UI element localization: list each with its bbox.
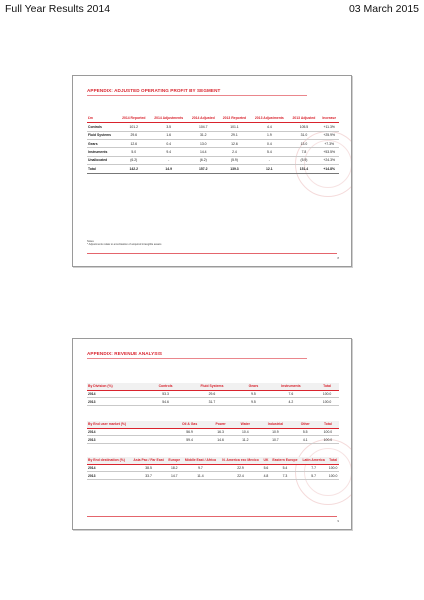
table-cell: 101.2: [118, 123, 149, 131]
table-cell: Gears: [87, 139, 118, 147]
table-cell: 2014: [87, 428, 171, 436]
table-cell: 14.4: [188, 148, 219, 156]
table-cell: +53.5%: [319, 148, 339, 156]
table-cell: 100.0: [317, 428, 339, 436]
footer-divider: [87, 516, 337, 517]
table-cell: 9.7: [182, 464, 219, 472]
document-date: 03 March 2015: [348, 3, 419, 15]
table-cell: 100.0: [328, 465, 338, 470]
column-header: 2014 Adjusted: [188, 116, 219, 123]
page-number: 8: [337, 256, 339, 260]
table-cell: 101.1: [219, 123, 250, 131]
table-cell: 16.3: [208, 428, 234, 436]
table-cell: 2013: [87, 472, 130, 480]
table-cell: 12.6: [118, 139, 149, 147]
column-header: Total: [315, 383, 339, 390]
table-cell: 151.4: [289, 165, 320, 173]
table-cell: (6.2): [118, 156, 149, 164]
table-cell: 2.4: [219, 148, 250, 156]
column-header: Controls: [147, 383, 183, 390]
footer-divider: [87, 253, 337, 254]
table-cell: 5.4: [250, 148, 288, 156]
table-cell: 31.2: [188, 131, 219, 139]
table-cell: +11.3%: [319, 123, 339, 131]
table-cell: 4.1: [294, 436, 317, 444]
table-cell: 14.6: [208, 436, 234, 444]
column-header: By End user market (%): [87, 421, 171, 428]
slide-title: APPENDIX: REVENUE ANALYSIS: [87, 351, 163, 356]
table-cell: 2014: [87, 390, 147, 398]
table-cell: 29.1: [219, 131, 250, 139]
column-header: 2014 Reported: [118, 116, 149, 123]
table-row: [87, 156, 339, 164]
table-cell: 0.4: [250, 139, 288, 147]
table-cell: 3.5: [150, 123, 188, 131]
table-cell: Instruments: [87, 148, 118, 156]
table-cell: +14.8%: [319, 165, 339, 173]
column-header: Middle East / Africa: [182, 457, 219, 464]
table-cell: +7.3%: [319, 139, 339, 147]
table-cell: 10.7: [257, 436, 293, 444]
table-cell: 9.5: [240, 398, 266, 406]
table-cell: +25.9%: [319, 131, 339, 139]
table-cell: 5.4: [270, 464, 300, 472]
column-header: Eastern Europe: [270, 457, 300, 464]
table-cell: Controls: [87, 123, 118, 131]
table-cell: 4.8: [263, 473, 269, 478]
table-row: [87, 390, 339, 398]
table-row: [87, 139, 339, 147]
revenue-by-end-user-table: [87, 421, 339, 444]
table-cell: 33.7: [130, 472, 166, 480]
revenue-by-division-table: [87, 383, 339, 406]
table-row: [87, 472, 339, 480]
document-title: Full Year Results 2014: [5, 3, 111, 15]
table-cell: 2013: [87, 436, 171, 444]
table-cell: Unallocated: [87, 156, 118, 164]
table-cell: 5.5: [294, 428, 317, 436]
table-cell: 2014: [87, 464, 130, 472]
column-header: Oil & Gas: [171, 421, 207, 428]
table-cell: 13.0: [188, 139, 219, 147]
table-cell: 13.0: [289, 139, 320, 147]
column-header: 2013 Adjusted: [289, 116, 320, 123]
table-cell: 12.1: [250, 165, 288, 173]
table-cell: 100.0: [317, 436, 339, 444]
table-row: [87, 464, 339, 472]
table-cell: 31.7: [184, 398, 241, 406]
column-header: Europe: [168, 458, 181, 462]
column-header: Water: [233, 421, 257, 428]
table-cell: 100.0: [315, 390, 339, 398]
table-cell: 0.4: [150, 139, 188, 147]
notes-label: Notes: [87, 240, 94, 243]
table-cell: 7.8: [289, 148, 320, 156]
column-header: £m: [87, 116, 118, 123]
table-cell: 11.2: [233, 436, 257, 444]
table-cell: 53.3: [147, 390, 183, 398]
table-cell: 11.4: [182, 472, 219, 480]
table-cell: 7.7: [300, 464, 327, 472]
table-cell: 104.7: [188, 123, 219, 131]
table-cell: 5.7: [300, 472, 327, 480]
table-cell: 9.4: [150, 148, 188, 156]
slide-revenue-analysis: [72, 338, 352, 530]
table-cell: 2013: [87, 398, 147, 406]
column-header: Industrial: [257, 421, 293, 428]
table-cell: 4.2: [267, 398, 316, 406]
column-header: Increase: [319, 116, 339, 123]
table-row: [87, 428, 339, 436]
total-row: [87, 165, 339, 173]
table-cell: 10.9: [257, 428, 293, 436]
table-cell: 29.6: [184, 390, 241, 398]
column-header: Total: [329, 458, 338, 462]
column-header: Fluid Systems: [184, 383, 241, 390]
table-cell: 54.6: [147, 398, 183, 406]
table-row: [87, 148, 339, 156]
table-row: [87, 436, 339, 444]
table-cell: (6.2): [188, 156, 219, 164]
table-cell: 105.5: [289, 123, 320, 131]
table-cell: 4.4: [250, 123, 288, 131]
operating-profit-table: [87, 116, 339, 174]
table-cell: 14.9: [150, 165, 188, 173]
column-header: Power: [208, 421, 234, 428]
table-cell: (5.9): [289, 156, 320, 164]
column-header: Other: [294, 421, 317, 428]
table-cell: 5.0: [118, 148, 149, 156]
notes-text: * Adjustments relate to amortisation of acquired intangible assets: [87, 243, 162, 247]
table-cell: 56.9: [171, 428, 207, 436]
table-row: [87, 398, 339, 406]
column-header: N. America exc Mexico: [219, 457, 262, 464]
table-cell: 1.9: [250, 131, 288, 139]
table-cell: 59.4: [171, 436, 207, 444]
table-row: [87, 123, 339, 131]
column-header: Asia Pac / Far East: [130, 457, 166, 464]
table-cell: 7.6: [267, 390, 316, 398]
slide-operating-profit: [72, 75, 352, 267]
column-header: 2013 Adjustments: [250, 116, 288, 123]
table-cell: Fluid Systems: [87, 131, 118, 139]
column-header: UK: [263, 458, 269, 462]
table-cell: (5.9): [219, 156, 250, 164]
column-header: 2014 Adjustments: [150, 116, 188, 123]
column-header: Total: [317, 421, 339, 428]
table-cell: 18.2: [167, 464, 182, 472]
table-cell: 100.0: [315, 398, 339, 406]
page-number: 9: [337, 519, 339, 523]
column-header: Gears: [240, 383, 266, 390]
table-cell: 12.6: [219, 139, 250, 147]
column-header: By End destination (%): [87, 457, 130, 464]
table-cell: 14.7: [167, 472, 182, 480]
table-cell: 38.5: [130, 464, 166, 472]
slide-notes: [87, 240, 161, 247]
table-cell: -: [150, 156, 188, 164]
revenue-by-destination-table: [87, 457, 339, 480]
table-cell: 100.0: [328, 473, 338, 478]
table-cell: Total: [87, 165, 118, 173]
table-cell: 142.2: [118, 165, 149, 173]
column-header: 2013 Reported: [219, 116, 250, 123]
column-header: Instruments: [267, 383, 316, 390]
table-cell: +24.3%: [319, 156, 339, 164]
table-cell: 9.5: [240, 390, 266, 398]
column-header: Latin America: [300, 457, 327, 464]
column-header: By Division (%): [87, 383, 147, 390]
table-cell: 1.6: [150, 131, 188, 139]
table-cell: 10.4: [233, 428, 257, 436]
table-cell: -: [250, 156, 288, 164]
table-cell: 22.9: [219, 464, 262, 472]
slide-title: APPENDIX: ADJUSTED OPERATING PROFIT BY SEGMENT: [87, 88, 221, 93]
table-cell: 31.0: [289, 131, 320, 139]
table-cell: 139.3: [219, 165, 250, 173]
table-cell: 157.2: [188, 165, 219, 173]
table-row: [87, 131, 339, 139]
table-cell: 5.6: [263, 465, 269, 470]
table-cell: 22.4: [219, 472, 262, 480]
table-cell: 7.3: [270, 472, 300, 480]
table-cell: 29.6: [118, 131, 149, 139]
